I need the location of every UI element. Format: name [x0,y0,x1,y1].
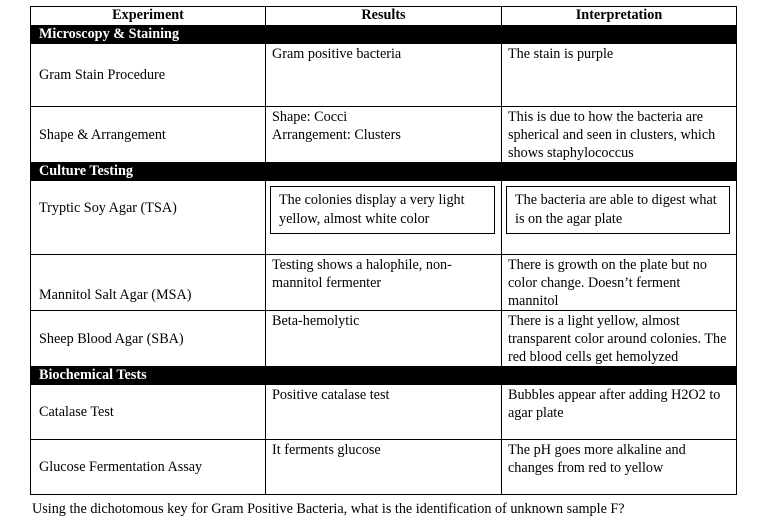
table-row [31,44,737,107]
table-row [31,440,737,495]
table-row [31,255,737,311]
results-cell: Beta-hemolytic [266,311,502,367]
section-row-microscopy [31,26,737,44]
experiment-cell: Catalase Test [31,385,266,440]
section-row-culture [31,163,737,181]
header-experiment: Experiment [31,7,266,26]
header-results: Results [266,7,502,26]
interpretation-cell [502,181,737,255]
results-cell: Gram positive bacteria [266,44,502,107]
experiment-cell: Shape & Arrangement [31,107,266,163]
interpretation-cell: There is a light yellow, almost transparent color around colonies. The red blood cells get hemolyzed [502,311,737,367]
results-cell: Testing shows a halophile, non-mannitol fermenter [266,255,502,311]
interpretation-cell: This is due to how the bacteria are spherical and seen in clusters, which shows staphylococcus [502,107,737,163]
results-shape: Shape: Cocci [272,109,348,125]
results-table [30,6,736,495]
results-cell [266,107,502,163]
section-title-culture: Culture Testing [31,163,737,181]
table-row [31,181,737,255]
section-title-biochemical: Biochemical Tests [31,367,737,385]
results-cell [266,181,502,255]
table-row [31,107,737,163]
header-row [31,7,737,26]
experiment-cell: Tryptic Soy Agar (TSA) [31,181,266,255]
interpretation-cell: There is growth on the plate but no color change. Doesn’t ferment mannitol [502,255,737,311]
section-row-biochemical [31,367,737,385]
results-cell: Positive catalase test [266,385,502,440]
results-cell: It ferments glucose [266,440,502,495]
interpretation-cell: The stain is purple [502,44,737,107]
experiment-cell: Glucose Fermentation Assay [31,440,266,495]
results-textbox: The colonies display a very light yellow, almost white color [270,186,495,234]
interpretation-textbox: The bacteria are able to digest what is on the agar plate [506,186,730,234]
interpretation-cell: The pH goes more alkaline and changes from red to yellow [502,440,737,495]
results-arrangement: Arrangement: Clusters [272,127,401,143]
section-title-microscopy: Microscopy & Staining [31,26,737,44]
question-text: Using the dichotomous key for Gram Positive Bacteria, what is the identification of unknown sample F? [32,501,625,517]
interpretation-cell: Bubbles appear after adding H2O2 to agar plate [502,385,737,440]
table-row [31,311,737,367]
experiment-cell: Sheep Blood Agar (SBA) [31,311,266,367]
table-row [31,385,737,440]
header-interpretation: Interpretation [502,7,737,26]
experiment-cell: Mannitol Salt Agar (MSA) [31,255,266,311]
experiment-cell: Gram Stain Procedure [31,44,266,107]
